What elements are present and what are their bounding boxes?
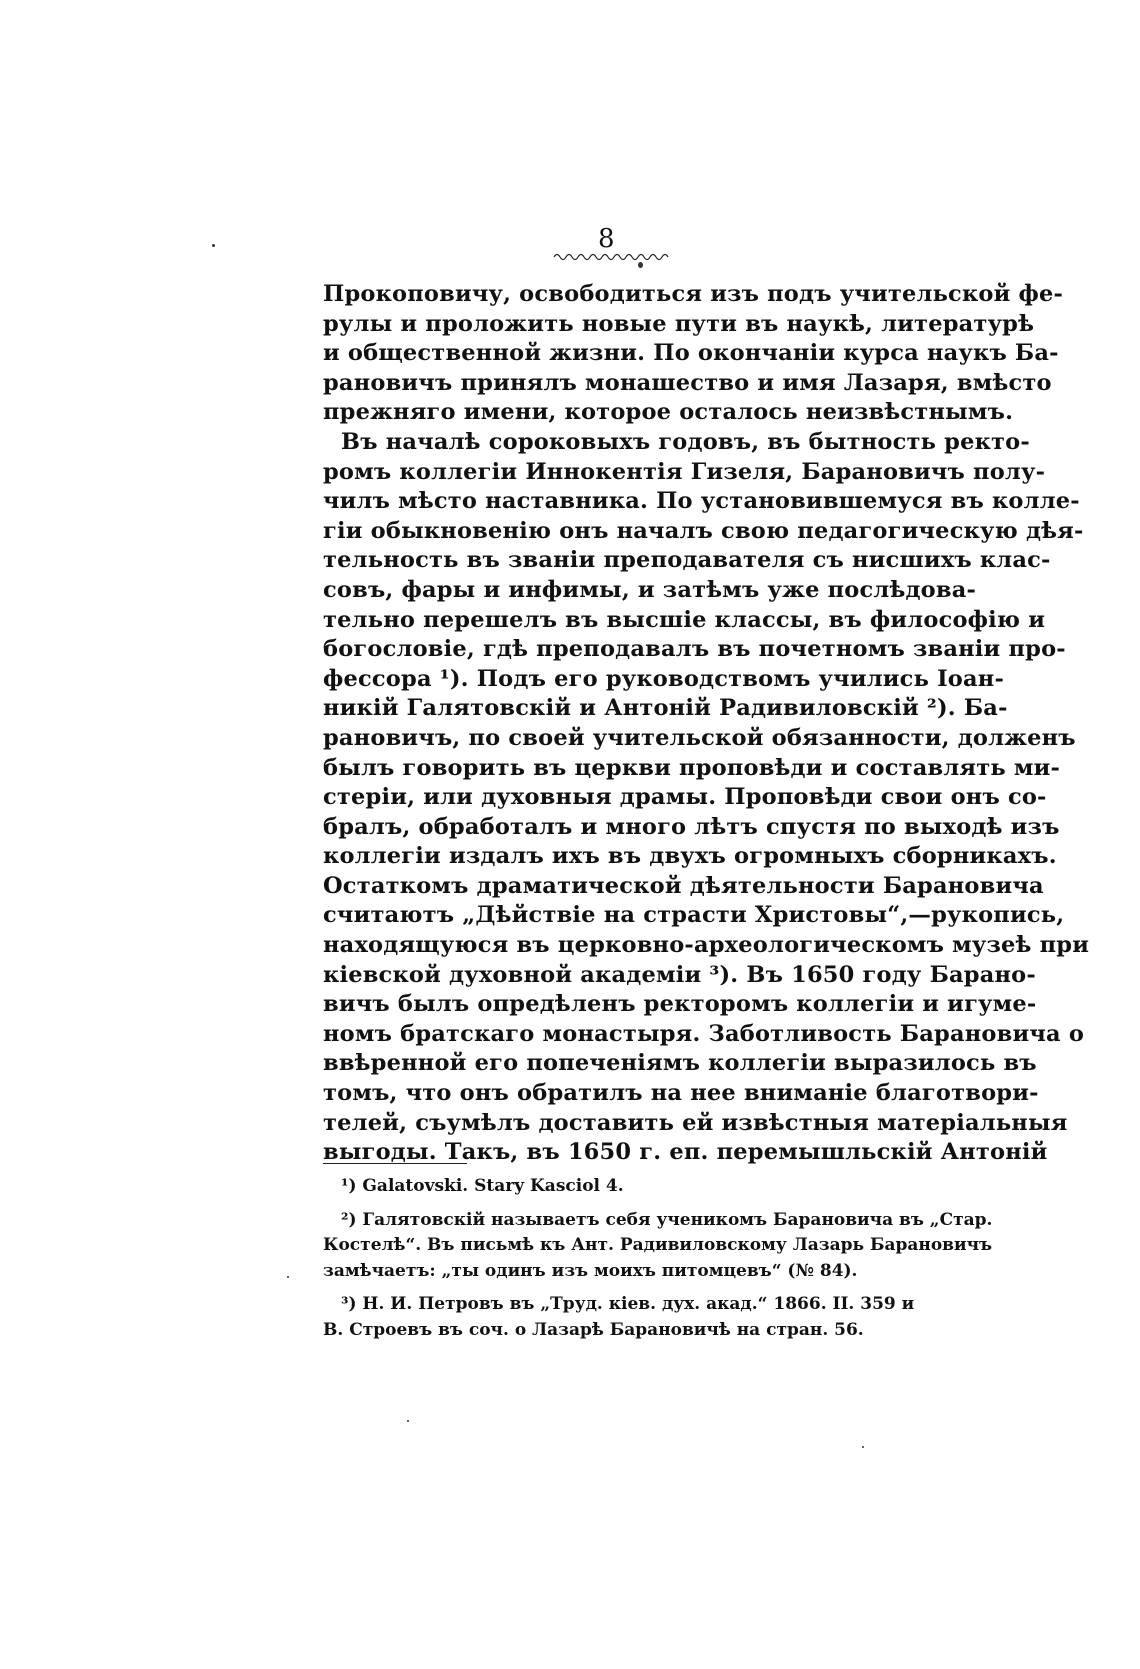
- body-line: тельно перешелъ въ высшіе классы, въ философію и: [323, 606, 1046, 633]
- footnote-1: ¹) Galatovski. Stary Kasciol 4.: [341, 1176, 624, 1196]
- body-line: Прокоповичу, освободиться изъ подъ учительской фе-: [323, 281, 1064, 307]
- body-line: вичъ былъ опредѣленъ ректоромъ коллегіи и игуме-: [323, 991, 1037, 1018]
- body-line: прежняго имени, которое осталось неизвѣстнымъ.: [323, 399, 1014, 426]
- footnote-2-line: ²) Галятовскій называетъ себя ученикомъ Барановича въ „Стар.: [341, 1209, 993, 1230]
- body-line: тельность въ званіи преподавателя съ нисшихъ клас-: [323, 547, 1051, 574]
- body-line: кіевской духовной академіи ³). Въ 1650 году Барано-: [323, 961, 1036, 988]
- body-line: томъ, что онъ обратилъ на нее вниманіе благотвори-: [323, 1080, 1039, 1107]
- body-line: телей, съумѣлъ доставить ей извѣстныя матеріальныя: [323, 1109, 1068, 1136]
- footnote-2-line: Костелѣ“. Въ письмѣ къ Ант. Радивиловскому Лазарь Барановичъ: [323, 1235, 993, 1255]
- scan-speck: [212, 244, 215, 247]
- footnote-separator: [323, 1163, 467, 1164]
- footnote-3-line: ³) Н. И. Петровъ въ „Труд. кіев. дух. акад.“ 1866. II. 359 и: [341, 1294, 915, 1314]
- body-line: и общественной жизни. По окончаніи курса наукъ Ба-: [323, 340, 1059, 367]
- body-line: гіи обыкновенію онъ началъ свою педагогическую дѣя-: [323, 517, 1084, 544]
- body-line: богословіе, гдѣ преподавалъ въ почетномъ званіи про-: [323, 636, 1066, 663]
- scan-speck: [407, 1420, 409, 1422]
- footnote-3-line: В. Строевъ въ соч. о Лазарѣ Барановичѣ на стран. 56.: [323, 1319, 864, 1340]
- body-line: номъ братскаго монастыря. Заботливость Барановича о: [323, 1020, 1085, 1047]
- body-line: рулы и проложить новые пути въ наукѣ, литературѣ: [323, 310, 1035, 337]
- body-line: ввѣренной его попеченіямъ коллегіи выразилось въ: [323, 1050, 1037, 1077]
- body-line: считаютъ „Дѣйствіе на страсти Христовы“,—рукопись,: [323, 902, 1065, 929]
- body-line: Остаткомъ драматической дѣятельности Барановича: [323, 872, 1044, 899]
- body-line: Въ началѣ сороковыхъ годовъ, въ бытность ректо-: [341, 428, 1030, 455]
- body-line: выгоды. Такъ, въ 1650 г. еп. перемышльскій Антоній: [323, 1139, 1048, 1166]
- scan-speck: [287, 1276, 289, 1278]
- scan-speck: [638, 262, 643, 268]
- body-text: [323, 280, 1090, 1168]
- page-number: 8: [598, 224, 615, 254]
- body-line: чилъ мѣсто наставника. По установившемуся въ колле-: [323, 488, 1080, 515]
- wavy-ornament-icon: [552, 250, 670, 262]
- footnotes: [323, 1174, 993, 1343]
- body-line: фессора ¹). Подъ его руководствомъ учились Іоан-: [323, 665, 1004, 692]
- scan-speck: [862, 1446, 864, 1448]
- body-line: совъ, фары и инфимы, и затѣмъ уже послѣдова-: [323, 576, 977, 603]
- body-line: коллегіи издалъ ихъ въ двухъ огромныхъ сборникахъ.: [323, 843, 1057, 870]
- body-line: бралъ, обработалъ и много лѣтъ спустя по выходѣ изъ: [323, 813, 1060, 840]
- footnote-2-line: замѣчаетъ: „ты одинъ изъ моихъ питомцевъ“ (№ 84).: [323, 1260, 858, 1281]
- body-line: никій Галятовскій и Антоній Радивиловскій ²). Ба-: [323, 695, 1008, 722]
- body-line: рановичъ, по своей учительской обязанности, долженъ: [323, 724, 1076, 751]
- body-line: стеріи, или духовныя драмы. Проповѣди свои онъ со-: [323, 784, 1047, 811]
- body-line: былъ говорить въ церкви проповѣди и составлять ми-: [323, 754, 1061, 781]
- body-line: ромъ коллегіи Иннокентія Гизеля, Барановичъ полу-: [323, 458, 1046, 485]
- body-line: находящуюся въ церковно-археологическомъ музеѣ при: [323, 932, 1090, 959]
- body-line: рановичъ принялъ монашество и имя Лазаря, вмѣсто: [323, 369, 1052, 396]
